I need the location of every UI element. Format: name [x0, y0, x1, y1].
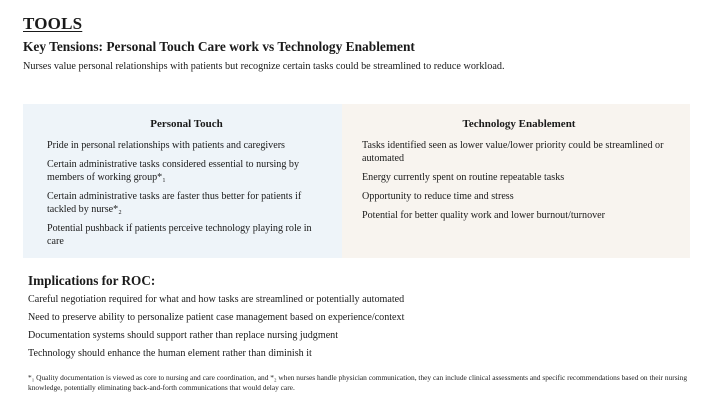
personal-touch-title: Personal Touch — [150, 118, 223, 130]
technology-enablement-title: Technology Enablement — [462, 118, 576, 130]
technology-enablement-list — [362, 139, 676, 222]
implications-item: Documentation systems should support rather than replace nursing judgment — [28, 330, 339, 341]
page-subtitle: Key Tensions: Personal Touch Care work vs Technology Enablement — [23, 39, 415, 54]
page-heading: TOOLS — [23, 14, 83, 33]
implications-heading: Implications for ROC: — [28, 273, 156, 288]
personal-touch-item: Certain administrative tasks considered essential to nursing by members of working group*₁ — [47, 159, 300, 183]
implications-item: Need to preserve ability to personalize patient case management based on experience/context — [28, 312, 405, 323]
technology-enablement-item: Energy currently spent on routine repeatable tasks — [362, 172, 565, 183]
technology-enablement-item: Potential for better quality work and lower burnout/turnover — [362, 210, 606, 221]
technology-enablement-item: Opportunity to reduce time and stress — [362, 191, 514, 202]
implications-item: Technology should enhance the human element rather than diminish it — [28, 348, 312, 359]
technology-enablement-item: Tasks identified seen as lower value/lower priority could be streamlined or automated — [362, 140, 664, 164]
personal-touch-panel — [23, 104, 342, 258]
intro-text: Nurses value personal relationships with patients but recognize certain tasks could be streamlined to reduce workload. — [23, 61, 505, 72]
implications-list — [28, 293, 688, 365]
personal-touch-item: Pride in personal relationships with patients and caregivers — [47, 140, 285, 151]
technology-enablement-panel — [342, 104, 690, 258]
personal-touch-item: Certain administrative tasks are faster thus better for patients if tackled by nurse*₂ — [47, 191, 302, 215]
personal-touch-item: Potential pushback if patients perceive technology playing role in care — [47, 223, 312, 247]
personal-touch-list — [47, 139, 326, 248]
implications-item: Careful negotiation required for what and how tasks are streamlined or potentially automated — [28, 294, 405, 305]
footnote: *₁ Quality documentation is viewed as core to nursing and care coordination, and *₂ when nurses handle physician communication, they can include clinical assessments and specific recommendations based on their nursing knowledge, potentially eliminating back-and-forth communications that would delay care. — [28, 373, 688, 392]
